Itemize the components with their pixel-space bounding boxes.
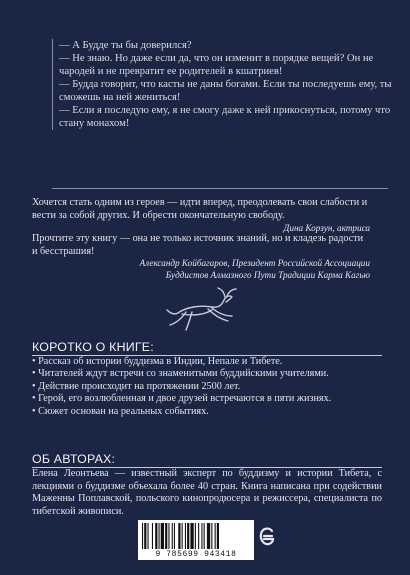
quote-text: Прочтите эту книгу — она не только источник знаний, но и кладезь радости и бесстрашия! — [32, 233, 364, 257]
list-item: • Рассказ об истории буддизма в Индии, Непале и Тибете. — [32, 356, 382, 368]
dialogue-line: — А Будде ты бы доверился? — [59, 40, 192, 51]
deer-emblem-icon — [158, 283, 248, 333]
quote-signature: Буддистов Алмазного Пути Традиции Карма Кагью — [165, 269, 370, 280]
about-authors-text: Елена Леонтьева — известный эксперт по буддизму и истории Тибета, с лекциями о буддизме объехала более 40 стран. Книга написана при содействии Маженны Поплавской, польского кинопродюсера и режиссера, специалиста по тибетской живописи. — [32, 468, 382, 517]
dialogue-line: — Будда говорит, что касты не даны богами. Если ты последуешь ему, ты сможешь на ней жениться! — [59, 79, 392, 103]
review-quote — [32, 197, 370, 235]
publisher-logo-icon — [258, 525, 276, 549]
about-book-title: КОРОТКО О КНИГЕ: — [32, 340, 154, 354]
list-item: • Читателей ждут встречи со знаменитыми буддийскими учителями. — [32, 368, 382, 380]
dialogue-line: — Если я последую ему, я не смогу даже к ней прикоснуться, потому что стану монахом! — [59, 105, 391, 129]
about-authors-title: ОБ АВТОРАХ: — [32, 452, 116, 466]
dialogue-excerpt — [52, 39, 395, 130]
list-item: • Герой, его возлюбленная и двое друзей встречаются в пяти жизнях. — [32, 393, 382, 405]
dialogue-bottom-rule — [52, 188, 388, 189]
quote-signature: Александр Койбагаров, Президент Российской Ассоциации — [139, 258, 370, 269]
dialogue-line: — Не знаю. Но даже если да, что он изменит в порядке вещей? Он не чародей и не превратит ее родителей в кшатриев! — [59, 53, 374, 77]
quote-text: Хочется стать одним из героев — идти вперед, преодолевать свои слабости и вести за собой других. И обрести окончательную свободу. — [32, 197, 368, 221]
list-item: • Сюжет основан на реальных событиях. — [32, 406, 382, 418]
review-quote — [32, 233, 370, 281]
quote-signature: Дина Корзун, актриса — [283, 223, 370, 234]
list-item: • Действие происходит на протяжении 2500 лет. — [32, 381, 382, 393]
barcode-digits: 9 785699 943418 — [155, 550, 237, 559]
isbn-barcode — [138, 520, 254, 560]
barcode-bars — [142, 523, 250, 549]
about-book-list — [32, 356, 382, 418]
